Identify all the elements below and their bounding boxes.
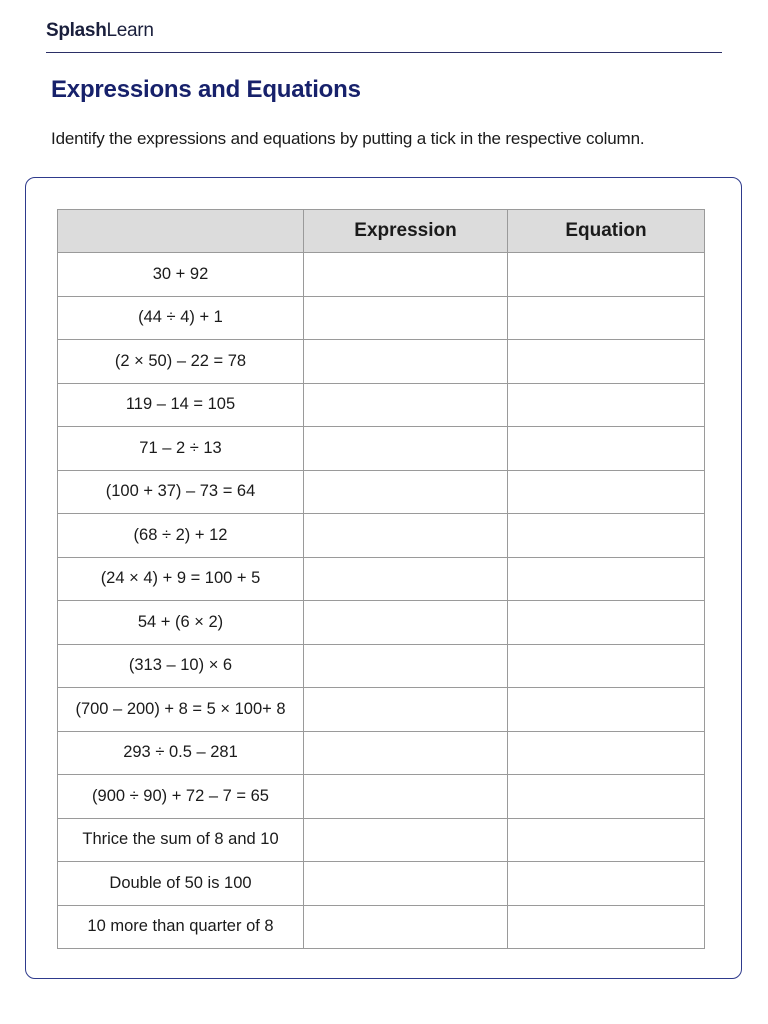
brand-name-bold: Splash — [46, 20, 107, 41]
table-header-row — [58, 210, 705, 253]
table-row — [58, 557, 705, 601]
equation-tick-cell[interactable] — [508, 688, 705, 732]
header-divider — [46, 52, 722, 53]
table-row — [58, 818, 705, 862]
table-row — [58, 775, 705, 819]
equation-tick-cell[interactable] — [508, 296, 705, 340]
expression-tick-cell[interactable] — [304, 340, 508, 384]
row-item: (44 ÷ 4) + 1 — [58, 296, 304, 340]
table-row — [58, 340, 705, 384]
equation-tick-cell[interactable] — [508, 862, 705, 906]
equation-tick-cell[interactable] — [508, 427, 705, 471]
row-item: 30 + 92 — [58, 253, 304, 297]
expression-tick-cell[interactable] — [304, 514, 508, 558]
expression-tick-cell[interactable] — [304, 818, 508, 862]
row-item: (700 – 200) + 8 = 5 × 100+ 8 — [58, 688, 304, 732]
equation-tick-cell[interactable] — [508, 340, 705, 384]
row-item: Thrice the sum of 8 and 10 — [58, 818, 304, 862]
brand-logo — [46, 20, 154, 42]
table-row — [58, 383, 705, 427]
table-row — [58, 688, 705, 732]
expression-tick-cell[interactable] — [304, 470, 508, 514]
equation-tick-cell[interactable] — [508, 775, 705, 819]
header-expression: Expression — [304, 210, 508, 253]
equation-tick-cell[interactable] — [508, 253, 705, 297]
brand-name-light: Learn — [106, 20, 154, 41]
table-row — [58, 296, 705, 340]
table-row — [58, 862, 705, 906]
table-row — [58, 427, 705, 471]
row-item: (24 × 4) + 9 = 100 + 5 — [58, 557, 304, 601]
expression-tick-cell[interactable] — [304, 427, 508, 471]
row-item: Double of 50 is 100 — [58, 862, 304, 906]
expression-tick-cell[interactable] — [304, 688, 508, 732]
page-title: Expressions and Equations — [51, 76, 361, 103]
table-body — [58, 253, 705, 949]
equation-tick-cell[interactable] — [508, 818, 705, 862]
equation-tick-cell[interactable] — [508, 644, 705, 688]
header-equation: Equation — [508, 210, 705, 253]
table-row — [58, 253, 705, 297]
expression-tick-cell[interactable] — [304, 775, 508, 819]
equation-tick-cell[interactable] — [508, 557, 705, 601]
expression-tick-cell[interactable] — [304, 905, 508, 949]
row-item: 119 – 14 = 105 — [58, 383, 304, 427]
classification-table — [57, 209, 705, 949]
expression-tick-cell[interactable] — [304, 601, 508, 645]
instructions-text: Identify the expressions and equations by putting a tick in the respective column. — [51, 129, 645, 148]
table-row — [58, 731, 705, 775]
row-item: 54 + (6 × 2) — [58, 601, 304, 645]
equation-tick-cell[interactable] — [508, 383, 705, 427]
table-row — [58, 905, 705, 949]
expression-tick-cell[interactable] — [304, 644, 508, 688]
row-item: 10 more than quarter of 8 — [58, 905, 304, 949]
row-item: 293 ÷ 0.5 – 281 — [58, 731, 304, 775]
equation-tick-cell[interactable] — [508, 470, 705, 514]
equation-tick-cell[interactable] — [508, 905, 705, 949]
row-item: 71 – 2 ÷ 13 — [58, 427, 304, 471]
expression-tick-cell[interactable] — [304, 731, 508, 775]
expression-tick-cell[interactable] — [304, 253, 508, 297]
equation-tick-cell[interactable] — [508, 731, 705, 775]
expression-tick-cell[interactable] — [304, 296, 508, 340]
table-row — [58, 514, 705, 558]
row-item: (2 × 50) – 22 = 78 — [58, 340, 304, 384]
row-item: (100 + 37) – 73 = 64 — [58, 470, 304, 514]
expression-tick-cell[interactable] — [304, 557, 508, 601]
table-row — [58, 601, 705, 645]
header-blank — [58, 210, 304, 253]
table-row — [58, 644, 705, 688]
table-row — [58, 470, 705, 514]
row-item: (313 – 10) × 6 — [58, 644, 304, 688]
equation-tick-cell[interactable] — [508, 514, 705, 558]
expression-tick-cell[interactable] — [304, 383, 508, 427]
expression-tick-cell[interactable] — [304, 862, 508, 906]
row-item: (900 ÷ 90) + 72 – 7 = 65 — [58, 775, 304, 819]
equation-tick-cell[interactable] — [508, 601, 705, 645]
row-item: (68 ÷ 2) + 12 — [58, 514, 304, 558]
